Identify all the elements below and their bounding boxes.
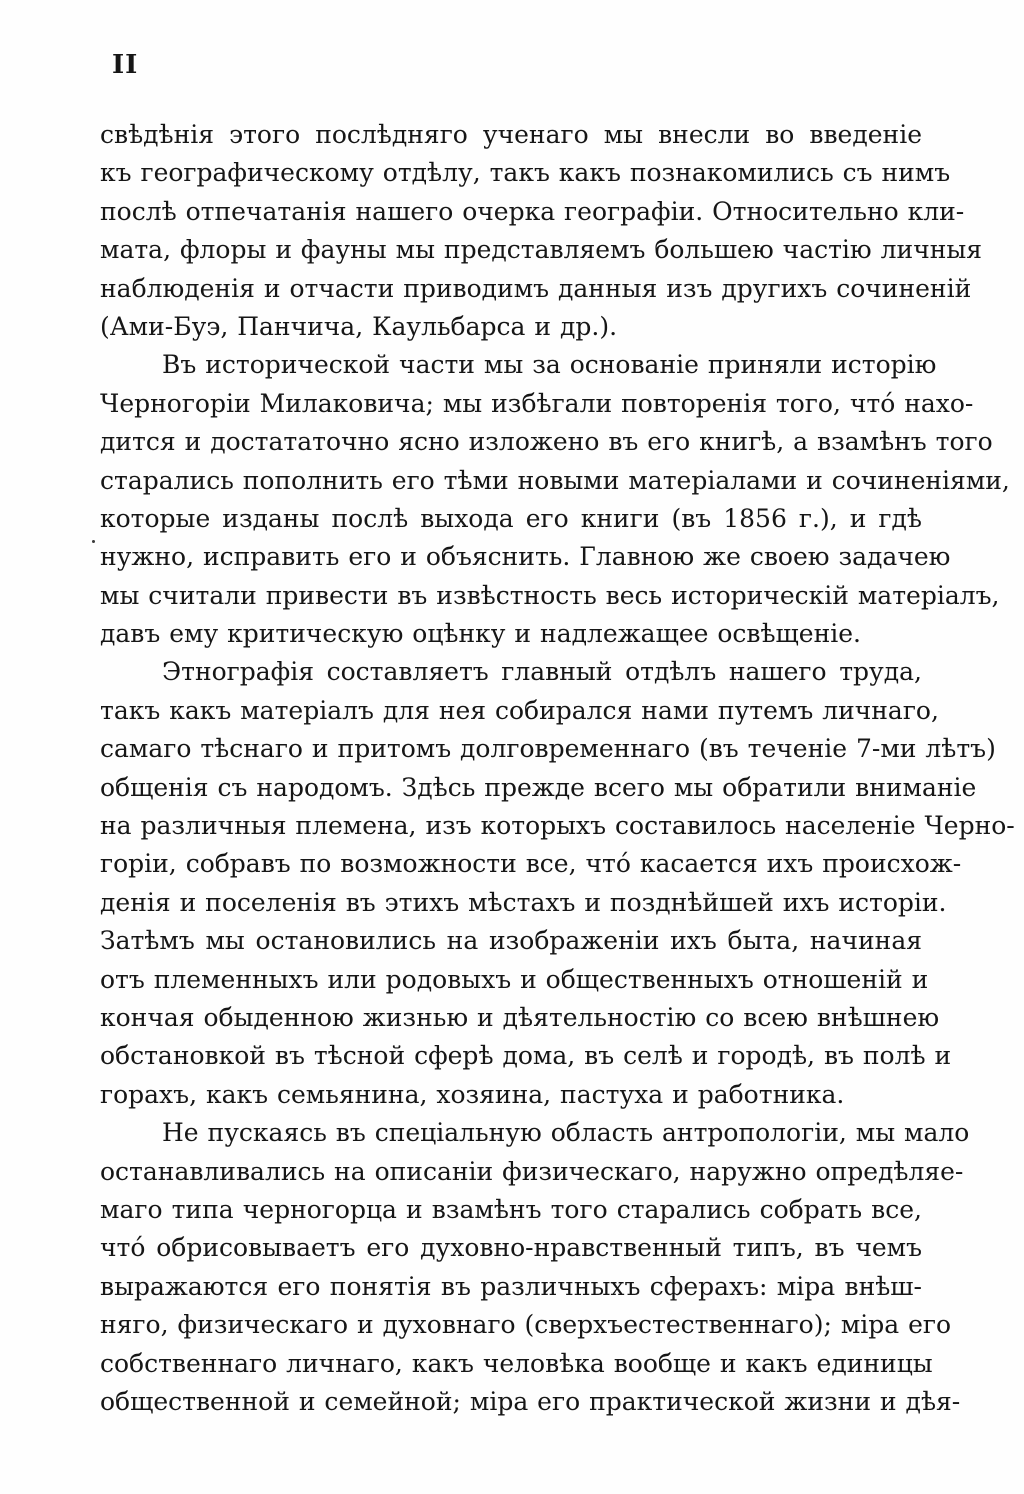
scan-speck [92,540,95,543]
text-line: на различныя племена, изъ которыхъ составилось населеніе Черно- [100,811,1015,841]
text-line: общественной и семейной; міра его практической жизни и дѣя- [100,1386,961,1416]
text-line: няго, физическаго и духовнаго (сверхъестественнаго); міра его [100,1310,952,1340]
text-line: маго типа черногорца и взамѣнъ того старались собрать все, [100,1194,922,1224]
text-line: Въ исторической части мы за основаніе приняли исторію [162,350,937,380]
text-line: обстановкой въ тѣсной сферѣ дома, въ селѣ и городѣ, въ полѣ и [100,1041,952,1071]
text-line: такъ какъ матеріалъ для нея собирался нами путемъ личнаго, [100,695,939,725]
text-line: нужно, исправить его и объяснить. Главною же своею задачею [100,542,951,572]
page-number: II [112,50,139,80]
text-line: кончая обыденною жизнью и дѣятельностію со всею внѣшнею [100,1002,940,1032]
text-line: свѣдѣнія этого послѣдняго ученаго мы внесли во введеніе [100,120,922,149]
text-line: останавливались на описаніи физическаго, наружно опредѣляе- [100,1156,964,1186]
text-line: дится и достататочно ясно изложено въ его книгѣ, а взамѣнъ того [100,427,993,457]
text-line: которые изданы послѣ выхода его книги (въ 1856 г.), и гдѣ [100,503,922,533]
text-line: (Ами-Буэ, Панчича, Каульбарса и др.). [100,311,618,341]
text-line: Этнографія составляетъ главный отдѣлъ нашего труда, [162,657,922,687]
text-line: давъ ему критическую оцѣнку и надлежащее освѣщеніе. [100,619,861,649]
text-line: послѣ отпечатанія нашего очерка географіи. Относительно кли- [100,196,965,226]
paragraph [100,1114,970,1421]
text-line: мы считали привести въ извѣстность весь историческій матеріалъ, [100,580,1000,610]
text-line: горіи, собравъ по возможности все, что́ касается ихъ происхож- [100,849,962,879]
text-line: общенія съ народомъ. Здѣсь прежде всего мы обратили вниманіе [100,772,977,802]
text-line: горахъ, какъ семьянина, хозяина, пастуха и работника. [100,1079,845,1109]
text-block [100,116,1015,1421]
paragraph [100,346,1010,653]
text-line: что́ обрисовываетъ его духовно-нравственный типъ, въ чемъ [100,1233,922,1263]
text-line: собственнаго личнаго, какъ человѣка вообще и какъ единицы [100,1348,933,1378]
text-line: старались пополнить его тѣми новыми матеріалами и сочиненіями, [100,465,1010,495]
text-line: наблюденія и отчасти приводимъ данныя изъ другихъ сочиненій [100,273,972,303]
paragraph [100,653,1015,1114]
text-line: денія и поселенія въ этихъ мѣстахъ и позднѣйшей ихъ исторіи. [100,887,947,917]
text-line: къ географическому отдѣлу, такъ какъ познакомились съ нимъ [100,158,951,188]
text-line: Не пускаясь въ спеціальную область антропологіи, мы мало [162,1118,970,1148]
text-line: мата, флоры и фауны мы представляемъ большею частію личныя [100,235,983,265]
text-line: самаго тѣснаго и притомъ долговременнаго (въ теченіе 7-ми лѣтъ) [100,734,996,764]
text-line: отъ племенныхъ или родовыхъ и общественныхъ отношеній и [100,964,929,994]
text-line: выражаются его понятія въ различныхъ сферахъ: міра внѣш- [100,1271,922,1301]
text-line: Черногоріи Милаковича; мы избѣгали повторенія того, что́ нахо- [100,388,974,418]
paragraph [100,116,983,346]
text-line: Затѣмъ мы остановились на изображеніи ихъ быта, начиная [100,926,922,956]
